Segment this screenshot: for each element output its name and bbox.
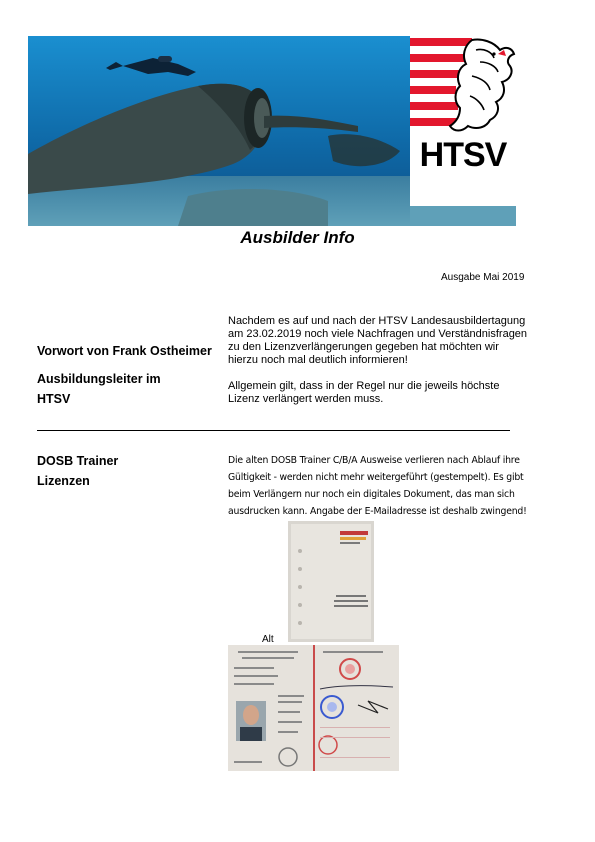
image-caption-alt: Alt	[262, 634, 274, 645]
intro-label-line-2: Ausbildungsleiter im	[37, 372, 161, 386]
dosb-paragraph-line: beim Verlängern nur noch ein digitales Dokument, das man sich	[228, 489, 515, 500]
dosb-paragraph-line: ausdrucken kann. Angabe der E-Mailadresse ist deshalb zwingend!	[228, 506, 527, 517]
dosb-label-line-2: Lizenzen	[37, 474, 90, 488]
dosb-paragraph-line: Die alten DOSB Trainer C/B/A Ausweise verlieren nach Ablauf ihre	[228, 455, 520, 466]
issue-date: Ausgabe Mai 2019	[441, 272, 525, 283]
dosb-label-line-1: DOSB Trainer	[37, 454, 119, 468]
intro-paragraph-1-line: am 23.02.2019 noch viele Nachfragen und Verständnisfragen	[228, 328, 528, 340]
intro-label-line-1: Vorwort von Frank Ostheimer	[37, 344, 212, 358]
license-booklet-open-image	[228, 645, 399, 771]
dosb-paragraph	[228, 452, 527, 520]
document-title: Ausbilder Info	[240, 228, 355, 247]
photo-seabed-strip	[410, 206, 516, 226]
header-banner	[28, 36, 516, 226]
section-divider	[37, 430, 510, 431]
intro-paragraph-1-line: hierzu noch mal deutlich informieren!	[228, 354, 408, 366]
intro-paragraph-2-line: Allgemein gilt, dass in der Regel nur die jeweils höchste	[228, 380, 500, 392]
dosb-paragraph-line: Gültigkeit - werden nicht mehr weitergeführt (gestempelt). Es gibt	[228, 472, 524, 483]
intro-paragraph-1-line: zu den Lizenzverlängerungen gegeben hat möchten wir	[228, 341, 499, 353]
license-booklet-cover-image	[288, 521, 374, 642]
intro-paragraph-2	[228, 380, 499, 406]
underwater-photo	[28, 36, 410, 226]
intro-paragraph-2-line: Lizenz verlängert werden muss.	[228, 393, 384, 405]
intro-label-line-3: HTSV	[37, 392, 71, 406]
htsv-wordmark: HTSV	[419, 136, 507, 174]
intro-paragraph-1-line: Nachdem es auf und nach der HTSV Landesausbildertagung	[228, 315, 526, 327]
intro-paragraph-1	[228, 315, 527, 367]
